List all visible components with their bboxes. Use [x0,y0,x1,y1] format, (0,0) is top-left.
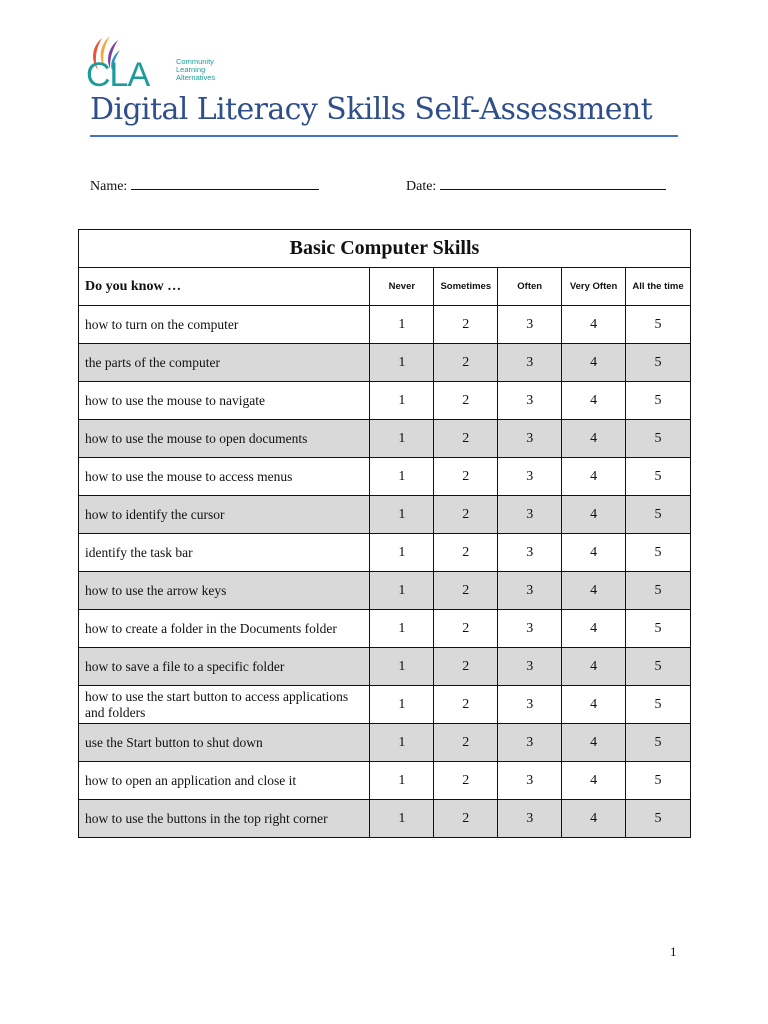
rating-cell[interactable]: 3 [498,458,562,496]
table-row [79,724,691,762]
title-underline [90,135,678,137]
rating-cell[interactable]: 1 [370,496,434,534]
rating-cell[interactable]: 4 [562,420,626,458]
rating-cell[interactable]: 2 [434,458,498,496]
skill-label: how to identify the cursor [79,496,370,534]
table-row [79,800,691,838]
skill-label: how to use the mouse to open documents [79,420,370,458]
rating-cell[interactable]: 1 [370,420,434,458]
skill-label: identify the task bar [79,534,370,572]
table-row [79,306,691,344]
rating-cell[interactable]: 1 [370,800,434,838]
rating-cell[interactable]: 5 [626,344,691,382]
skill-label: how to turn on the computer [79,306,370,344]
rating-cell[interactable]: 1 [370,344,434,382]
name-field[interactable] [90,176,319,195]
rating-cell[interactable]: 5 [626,610,691,648]
skill-label: the parts of the computer [79,344,370,382]
rating-cell[interactable]: 1 [370,534,434,572]
rating-cell[interactable]: 3 [498,610,562,648]
rating-cell[interactable]: 3 [498,496,562,534]
date-field[interactable] [406,176,666,195]
rating-cell[interactable]: 4 [562,458,626,496]
skill-label: how to use the start button to access applications and folders [79,686,370,724]
rating-cell[interactable]: 4 [562,496,626,534]
rating-cell[interactable]: 3 [498,762,562,800]
skill-label: how to use the mouse to navigate [79,382,370,420]
rating-cell[interactable]: 4 [562,382,626,420]
rating-cell[interactable]: 1 [370,306,434,344]
rating-cell[interactable]: 2 [434,572,498,610]
rating-cell[interactable]: 2 [434,762,498,800]
rating-cell[interactable]: 2 [434,724,498,762]
rating-cell[interactable]: 2 [434,420,498,458]
column-header: Often [498,268,562,306]
rating-cell[interactable]: 2 [434,344,498,382]
date-label: Date: [406,179,437,194]
table-row [79,762,691,800]
question-header: Do you know … [79,268,370,306]
rating-cell[interactable]: 5 [626,648,691,686]
rating-cell[interactable]: 1 [370,458,434,496]
page-number: 1 [670,944,677,959]
skill-label: how to open an application and close it [79,762,370,800]
logo-tagline-line: Community [176,57,214,66]
skill-label: how to save a file to a specific folder [79,648,370,686]
rating-cell[interactable]: 1 [370,724,434,762]
rating-cell[interactable]: 2 [434,800,498,838]
rating-cell[interactable]: 5 [626,686,691,724]
logo-tagline [176,58,215,82]
table-row [79,420,691,458]
table-row [79,686,691,724]
rating-cell[interactable]: 4 [562,686,626,724]
name-blank[interactable] [131,176,319,190]
rating-cell[interactable]: 2 [434,648,498,686]
rating-cell[interactable]: 2 [434,496,498,534]
page-title: Digital Literacy Skills Self-Assessment [90,92,653,127]
rating-cell[interactable]: 4 [562,724,626,762]
skills-table [78,229,691,838]
skill-label: how to use the mouse to access menus [79,458,370,496]
rating-cell[interactable]: 4 [562,610,626,648]
rating-cell[interactable]: 3 [498,382,562,420]
rating-cell[interactable]: 3 [498,306,562,344]
table-row [79,610,691,648]
rating-cell[interactable]: 2 [434,686,498,724]
rating-cell[interactable]: 2 [434,382,498,420]
rating-cell[interactable]: 2 [434,610,498,648]
rating-cell[interactable]: 5 [626,458,691,496]
rating-cell[interactable]: 4 [562,648,626,686]
rating-cell[interactable]: 1 [370,610,434,648]
rating-cell[interactable]: 3 [498,686,562,724]
rating-cell[interactable]: 5 [626,496,691,534]
skill-label: how to create a folder in the Documents folder [79,610,370,648]
logo-tagline-line: Learning [176,65,206,74]
column-header-row [79,268,691,306]
logo-wordmark: CLA [86,56,150,94]
table-row [79,496,691,534]
rating-cell[interactable]: 1 [370,382,434,420]
table-row [79,534,691,572]
rating-cell[interactable]: 5 [626,762,691,800]
rating-cell[interactable]: 4 [562,344,626,382]
rating-cell[interactable]: 5 [626,572,691,610]
skill-label: how to use the buttons in the top right corner [79,800,370,838]
name-label: Name: [90,179,128,194]
rating-cell[interactable]: 5 [626,306,691,344]
cla-logo [84,36,224,94]
table-row [79,344,691,382]
rating-cell[interactable]: 4 [562,800,626,838]
table-row [79,458,691,496]
rating-cell[interactable]: 5 [626,382,691,420]
rating-cell[interactable]: 5 [626,724,691,762]
rating-cell[interactable]: 3 [498,534,562,572]
rating-cell[interactable]: 4 [562,572,626,610]
rating-cell[interactable]: 3 [498,648,562,686]
rating-cell[interactable]: 1 [370,572,434,610]
rating-cell[interactable]: 2 [434,306,498,344]
rating-cell[interactable]: 5 [626,800,691,838]
rating-cell[interactable]: 3 [498,344,562,382]
column-header: Very Often [562,268,626,306]
rating-cell[interactable]: 1 [370,686,434,724]
rating-cell[interactable]: 1 [370,762,434,800]
column-header: All the time [626,268,691,306]
column-header: Never [370,268,434,306]
skill-label: how to use the arrow keys [79,572,370,610]
rating-cell[interactable]: 3 [498,420,562,458]
table-heading: Basic Computer Skills [79,230,691,268]
column-header: Sometimes [434,268,498,306]
rating-cell[interactable]: 5 [626,420,691,458]
rating-cell[interactable]: 5 [626,534,691,572]
rating-cell[interactable]: 1 [370,648,434,686]
skill-label: use the Start button to shut down [79,724,370,762]
logo-tagline-line: Alternatives [176,73,216,82]
date-blank[interactable] [440,176,666,190]
rating-cell[interactable]: 4 [562,534,626,572]
table-row [79,382,691,420]
table-row [79,572,691,610]
rating-cell[interactable]: 3 [498,572,562,610]
rating-cell[interactable]: 4 [562,762,626,800]
rating-cell[interactable]: 2 [434,534,498,572]
rating-cell[interactable]: 4 [562,306,626,344]
rating-cell[interactable]: 3 [498,800,562,838]
table-row [79,648,691,686]
rating-cell[interactable]: 3 [498,724,562,762]
